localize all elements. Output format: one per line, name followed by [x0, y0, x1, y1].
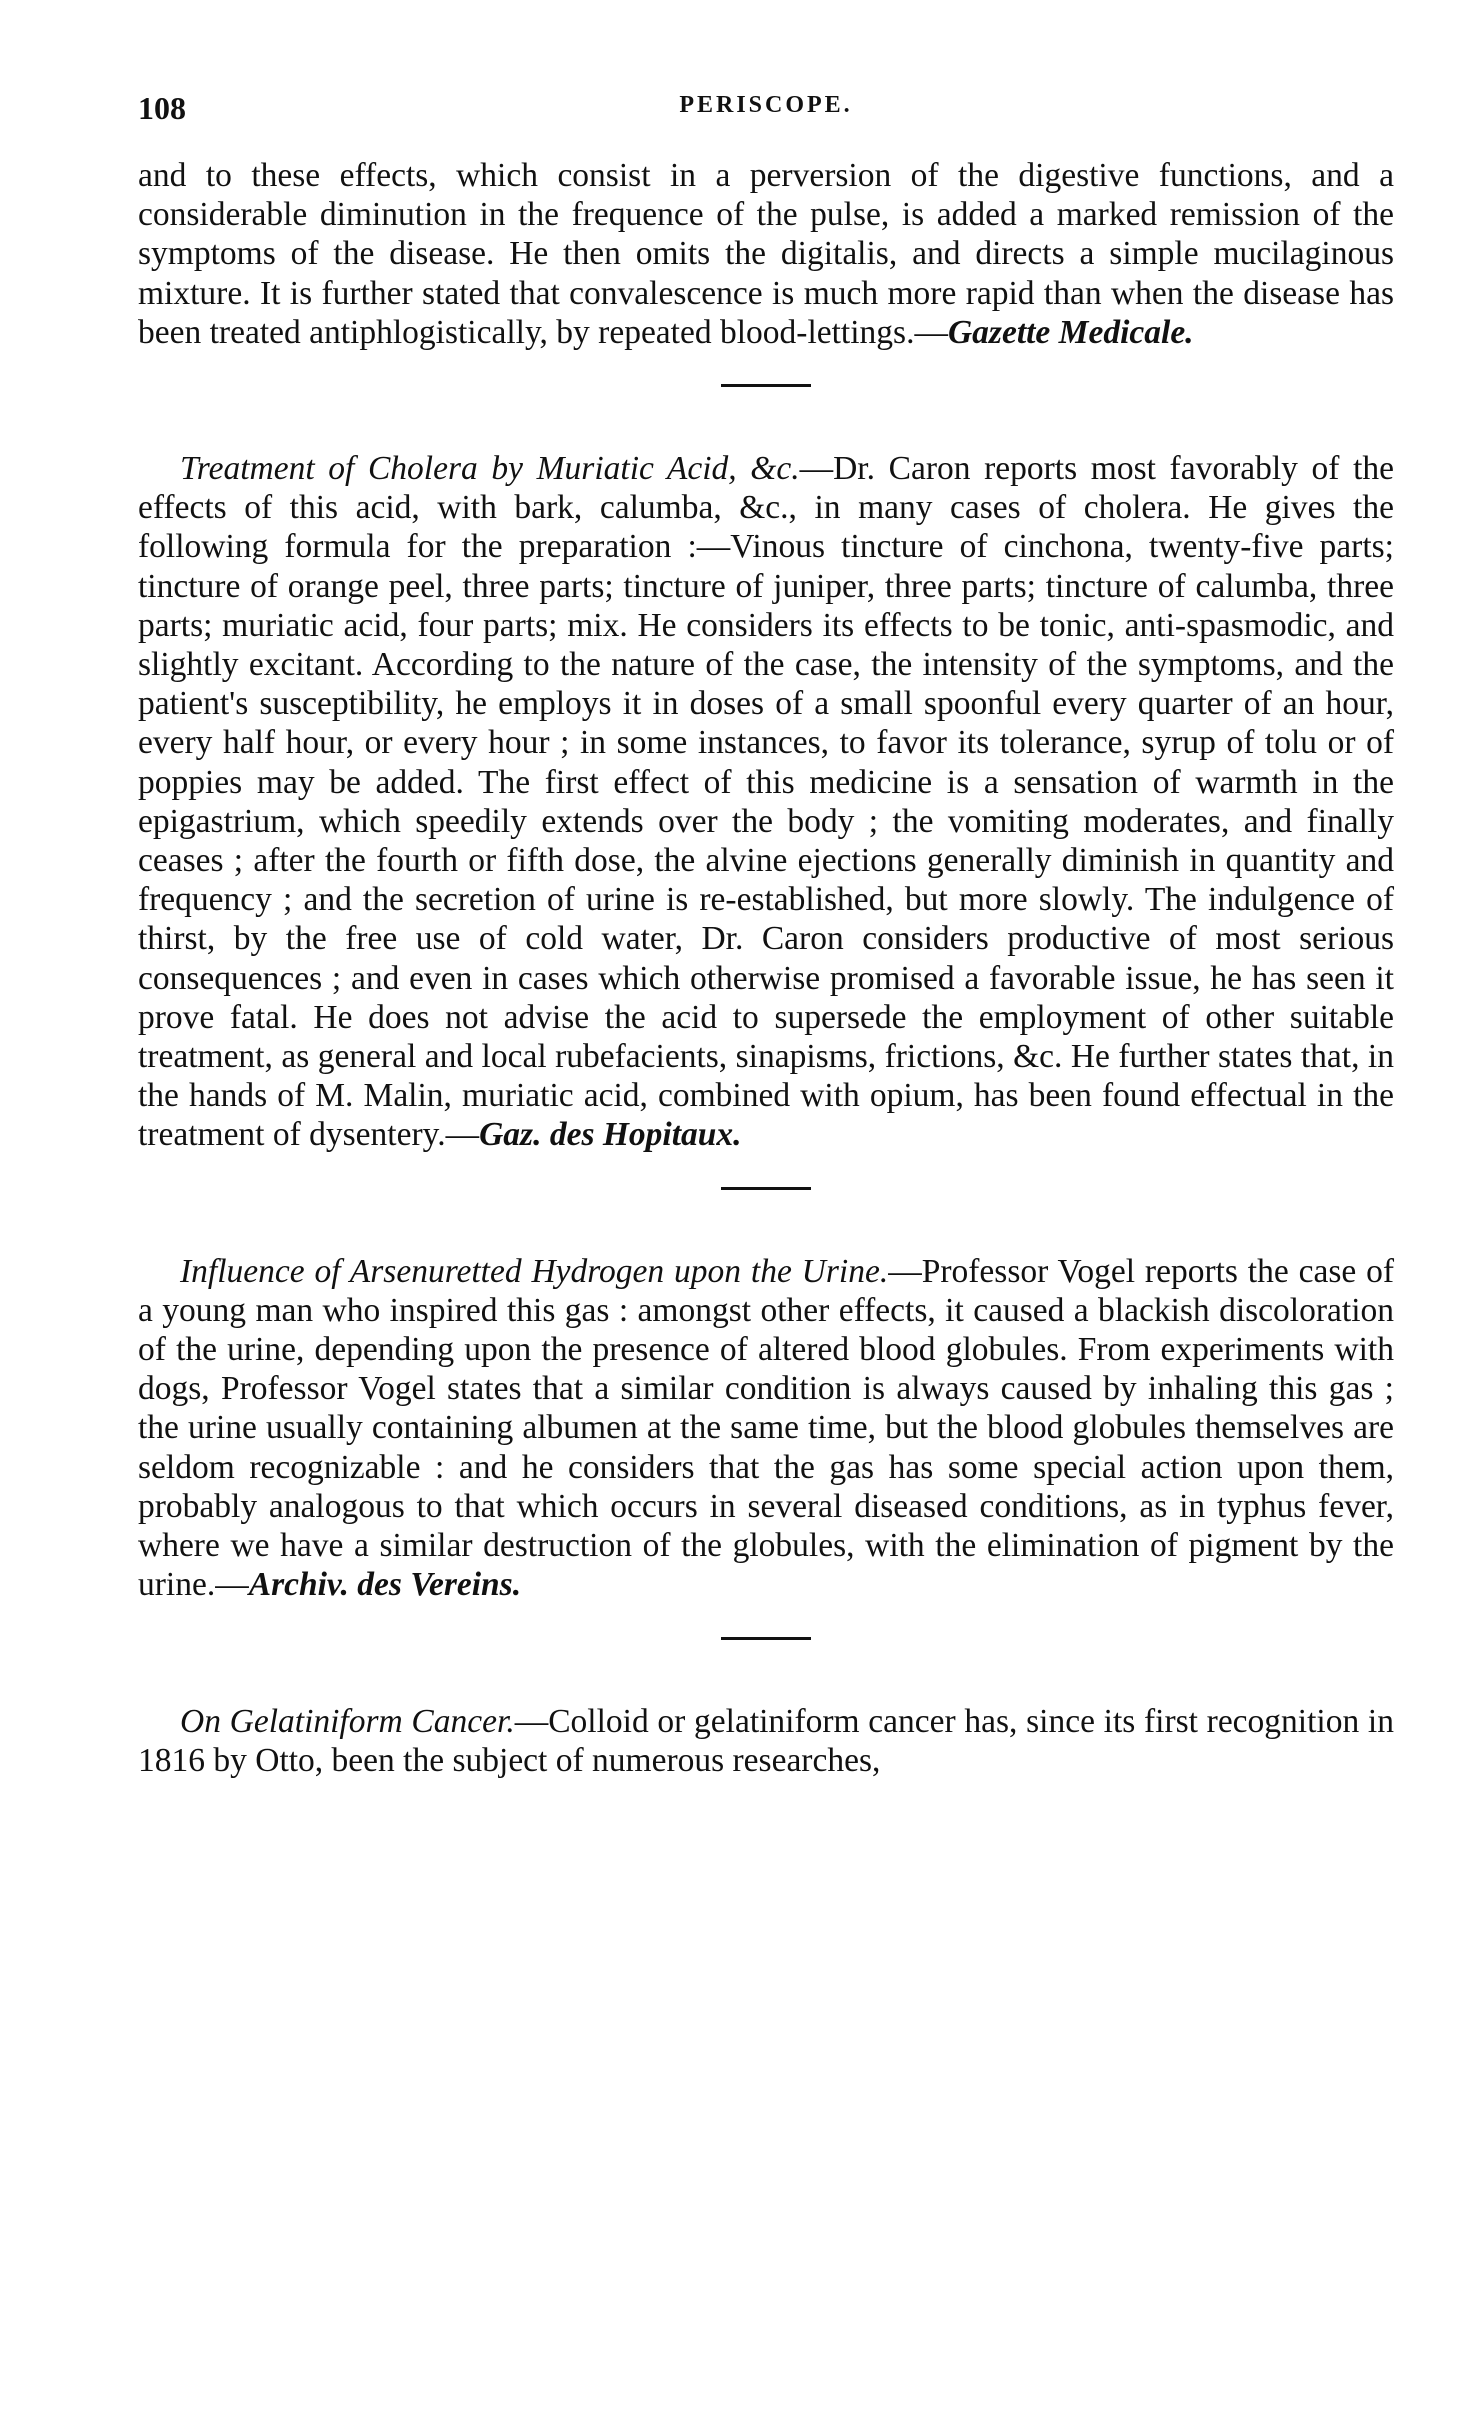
- article-continuation: [138, 156, 1394, 352]
- article-arsenuretted-hydrogen: [138, 1252, 1394, 1605]
- article-heading: Influence of Arsenuretted Hydrogen upon the Urine.: [180, 1252, 889, 1290]
- article-source: Archiv. des Vereins.: [248, 1566, 522, 1604]
- article-cholera: [138, 449, 1394, 1155]
- article-source: Gaz. des Hopitaux.: [479, 1116, 742, 1154]
- section-divider: [721, 384, 811, 387]
- article-body: —Dr. Caron reports most favorably of the effects of this acid, with bark, calumba, &c., in many cases of cholera. He gives the following formula for the preparation :—Vinous tincture of cinchona, twenty-five parts; tincture of orange peel, three parts; tincture of juniper, three parts; tincture of calumba, three parts; muriatic acid, four parts; mix. He considers its effects to be tonic, anti-spasmodic, and slightly excitant. According to the nature of the case, the intensity of the symptoms, and the patient's susceptibility, he employs it in doses of a small spoonful every quarter of an hour, every half hour, or every hour ; in some instances, to favor its tolerance, syrup of tolu or of poppies may be added. The first effect of this medicine is a sensation of warmth in the epigastrium, which speedily extends over the body ; the vomiting moderates, and finally ceases ; after the fourth or fifth dose, the alvine ejections generally diminish in quantity and frequency ; and the secretion of urine is re-established, but more slowly. The indulgence of thirst, by the free use of cold water, Dr. Caron considers productive of most serious consequences ; and even in cases which otherwise promised a favorable issue, he has seen it prove fatal. He does not advise the acid to supersede the employment of other suitable treatment, as general and local rubefacients, sinapisms, frictions, &c. He further states that, in the hands of M. Malin, muriatic acid, combined with opium, has been found effectual in the treatment of dysentery.—: [138, 450, 1394, 1154]
- article-heading: On Gelatiniform Cancer.: [180, 1702, 515, 1740]
- book-page: [138, 90, 1394, 1780]
- section-divider: [721, 1187, 811, 1190]
- article-gelatiniform-cancer: [138, 1702, 1394, 1780]
- page-number: 108: [138, 90, 186, 126]
- running-head: [138, 90, 1394, 130]
- running-title: PERISCOPE.: [679, 92, 853, 118]
- section-divider: [721, 1637, 811, 1640]
- article-heading: Treatment of Cholera by Muriatic Acid, &c.: [180, 450, 800, 488]
- article-source: Gazette Medicale.: [947, 313, 1194, 351]
- article-body: and to these effects, which consist in a perversion of the digestive functions, and a considerable diminution in the frequence of the pulse, is added a marked remission of the symptoms of the disease. He then omits the digitalis, and directs a simple mucilaginous mixture. It is further stated that convalescence is much more rapid than when the disease has been treated antiphlogistically, by repeated blood-lettings.—: [138, 157, 1394, 351]
- article-body: —Professor Vogel reports the case of a young man who inspired this gas : amongst other effects, it caused a blackish discoloration of the urine, depending upon the presence of altered blood globules. From experiments with dogs, Professor Vogel states that a similar condition is always caused by inhaling this gas ; the urine usually containing albumen at the same time, but the blood globules themselves are seldom recognizable : and he considers that the gas has some special action upon them, probably analogous to that which occurs in several diseased conditions, as in typhus fever, where we have a similar destruction of the globules, with the elimination of pigment by the urine.—: [138, 1252, 1394, 1604]
- article-body: —Colloid or gelatiniform cancer has, since its first recognition in 1816 by Otto, been the subject of numerous researches,: [138, 1702, 1394, 1779]
